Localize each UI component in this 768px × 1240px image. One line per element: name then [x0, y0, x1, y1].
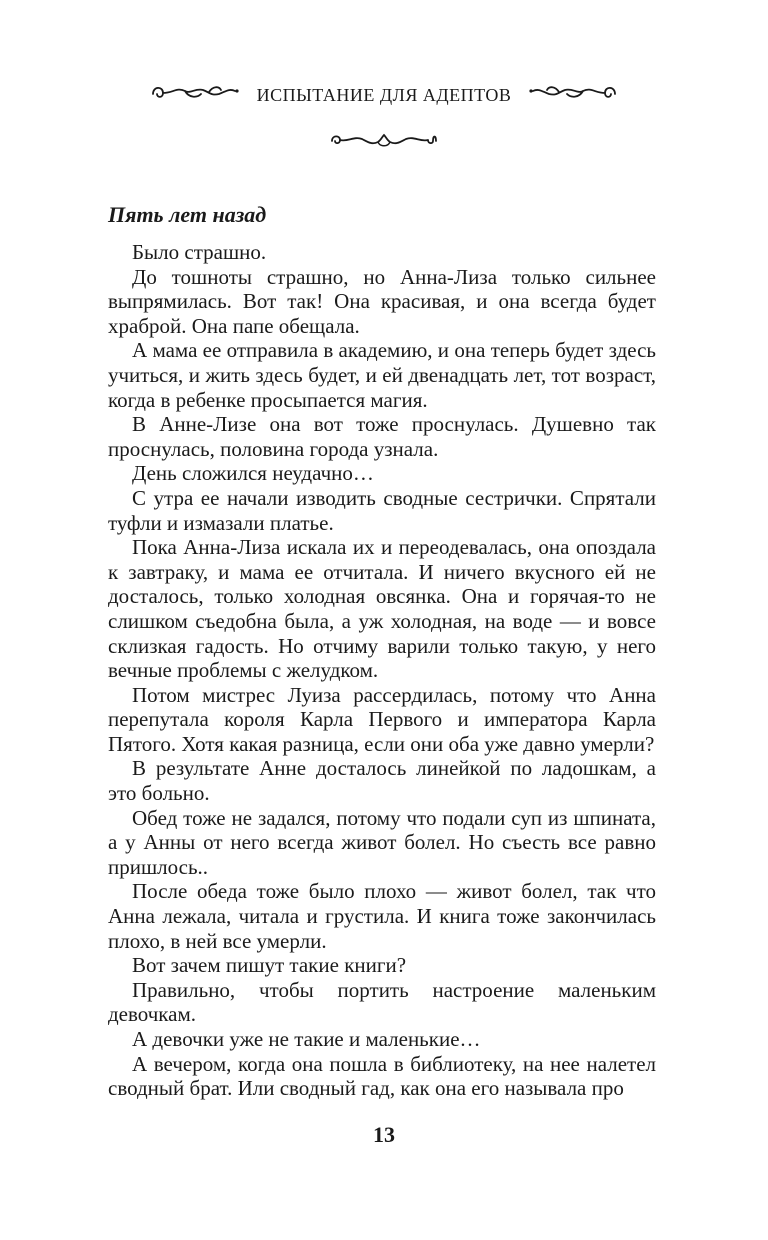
paragraph: А мама ее отправила в академию, и она теперь будет здесь учиться, и жить здесь будет, и ей двенадцать лет, тот возраст, когда в ребенке просыпается магия.	[108, 338, 656, 412]
paragraph: Правильно, чтобы портить настроение маленьким девочкам.	[108, 977, 656, 1027]
page-number: 13	[373, 1122, 395, 1147]
chapter-text	[108, 200, 656, 1101]
paragraph: Потом мистрес Луиза рассердилась, потому что Анна перепутала короля Карла Первого и императора Карла Пятого. Хотя какая разница, если они оба уже давно умерли?	[108, 682, 656, 756]
center-flourish-icon	[0, 130, 768, 156]
paragraph: В результате Анне досталось линейкой по ладошкам, а это больно.	[108, 756, 656, 806]
running-title: ИСПЫТАНИЕ ДЛЯ АДЕПТОВ	[256, 84, 512, 105]
running-head	[0, 82, 768, 108]
paragraph: Обед тоже не задался, потому что подали суп из шпината, а у Анны от него всегда живот болел. Но съесть все равно пришлось..	[108, 805, 656, 879]
right-flourish-icon	[527, 82, 619, 108]
chapter-heading: Пять лет назад	[108, 202, 267, 227]
paragraph: До тошноты страшно, но Анна-Лиза только сильнее выпрямилась. Вот так! Она красивая, и она всегда будет храброй. Она папе обещала.	[108, 264, 656, 338]
paragraph: Пока Анна-Лиза искала их и переодевалась, она опоздала к завтраку, и мама ее отчитала. И ничего вкусного ей не досталось, только холодная овсянка. Она и горячая-то не слишком съедобна была, а уж холодная, на воде — и вовсе склизкая гадость. Но отчиму варили только такую, у него вечные проблемы с желудком.	[108, 535, 656, 683]
paragraph: День сложился неудачно…	[132, 461, 374, 486]
paragraph: Вот зачем пишут такие книги?	[132, 953, 407, 978]
left-flourish-icon	[149, 82, 241, 108]
paragraph: Было страшно.	[132, 240, 267, 264]
paragraph: После обеда тоже было плохо — живот болел, так что Анна лежала, читала и грустила. И книга тоже закончилась плохо, в ней все умерли.	[108, 879, 656, 953]
paragraph: А девочки уже не такие и маленькие…	[132, 1027, 481, 1051]
paragraph: С утра ее начали изводить сводные сестрички. Спрятали туфли и измазали платье.	[108, 485, 656, 535]
paragraph: А вечером, когда она пошла в библиотеку, на нее налетел сводный брат. Или сводный гад, как она его называла про	[108, 1051, 656, 1101]
paragraph: В Анне-Лизе она вот тоже проснулась. Душевно так проснулась, половина города узнала.	[108, 412, 656, 461]
